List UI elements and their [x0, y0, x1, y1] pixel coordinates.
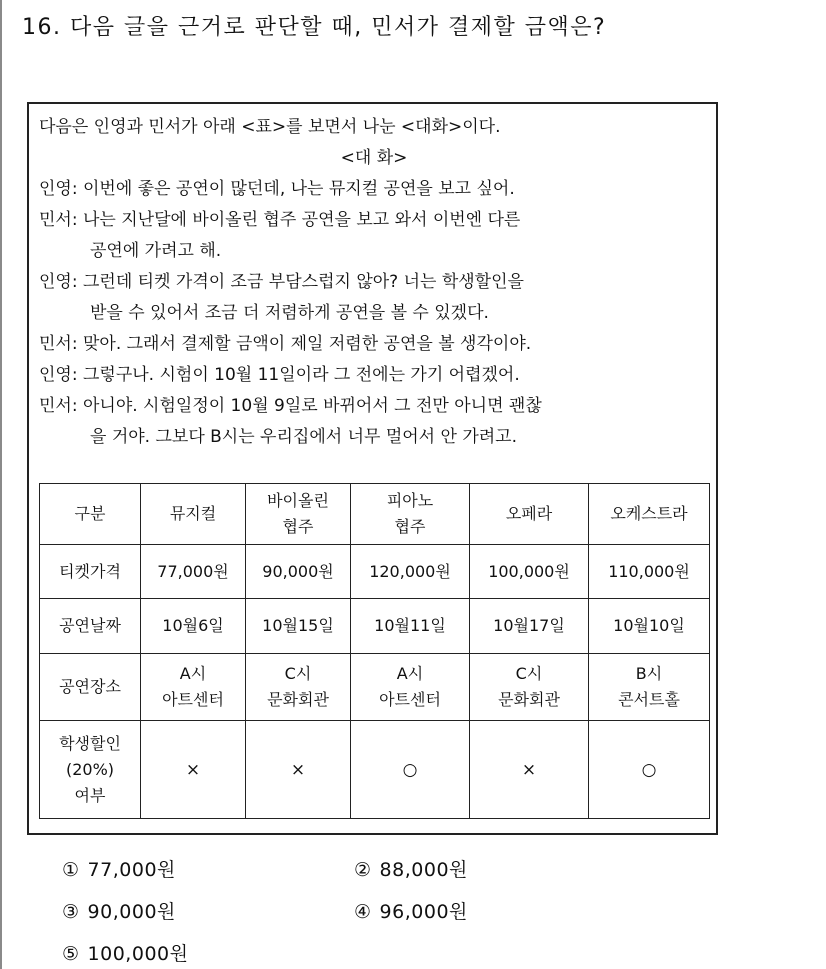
table-cell: C시 문화회관: [470, 654, 589, 721]
table-cell: B시 콘서트홀: [589, 654, 710, 721]
performance-table-wrapper: [39, 483, 710, 819]
choice-number: ①: [62, 859, 80, 881]
table-header-row: [40, 484, 710, 545]
table-header-cell: 뮤지컬: [141, 484, 246, 545]
dialogue-line: 민서: 아니야. 시험일정이 10월 9일로 바뀌어서 그 전만 아니면 괜찮: [39, 396, 542, 416]
choice-text: 90,000원: [87, 901, 176, 923]
table-cell: 10월6일: [141, 599, 246, 654]
circle-mark-icon: ○: [641, 759, 657, 780]
dialogue-line: 인영: 그런데 티켓 가격이 조금 부담스럽지 않아? 너는 학생할인을: [39, 272, 524, 292]
choice-1[interactable]: [62, 855, 176, 882]
dialogue-line: 공연에 가려고 해.: [90, 241, 222, 261]
dialogue-line: 을 거야. 그보다 B시는 우리집에서 너무 멀어서 안 가려고.: [90, 427, 517, 447]
page-left-border: [0, 0, 2, 969]
performance-table: [39, 483, 710, 819]
row-label: 티켓가격: [40, 545, 141, 599]
dialogue-line: 인영: 이번에 좋은 공연이 많던데, 나는 뮤지컬 공연을 보고 싶어.: [39, 179, 515, 199]
passage-intro: 다음은 인영과 민서가 아래 <표>를 보면서 나눈 <대화>이다.: [39, 117, 501, 137]
table-cell: 77,000원: [141, 545, 246, 599]
choice-number: ⑤: [62, 943, 80, 965]
dialogue-line: 받을 수 있어서 조금 더 저렴하게 공연을 볼 수 있겠다.: [90, 303, 489, 323]
dialogue-line: 민서: 맞아. 그래서 결제할 금액이 제일 저렴한 공연을 볼 생각이야.: [39, 334, 532, 354]
row-label: 공연날짜: [40, 599, 141, 654]
table-cell: 10월17일: [470, 599, 589, 654]
choice-text: 96,000원: [379, 901, 468, 923]
row-label: 학생할인 (20%) 여부: [40, 721, 141, 819]
choice-number: ③: [62, 901, 80, 923]
table-cell: C시 문화회관: [246, 654, 351, 721]
question-title: 16. 다음 글을 근거로 판단할 때, 민서가 결제할 금액은?: [22, 15, 607, 40]
passage-text: [39, 112, 709, 453]
dialogue-line: 인영: 그렇구나. 시험이 10월 11일이라 그 전에는 가기 어렵겠어.: [39, 365, 520, 385]
x-mark-icon: ×: [290, 759, 306, 780]
table-cell: 10월11일: [351, 599, 470, 654]
choice-4[interactable]: [354, 897, 468, 924]
table-row-ticket-price: [40, 545, 710, 599]
table-header-cell: 구분: [40, 484, 141, 545]
table-row-venue: [40, 654, 710, 721]
table-cell: 110,000원: [589, 545, 710, 599]
table-cell: 120,000원: [351, 545, 470, 599]
discount-cell: [246, 721, 351, 819]
table-header-cell: 바이올린 협주: [246, 484, 351, 545]
discount-cell: [351, 721, 470, 819]
choice-text: 100,000원: [87, 943, 189, 965]
choice-number: ②: [354, 859, 372, 881]
discount-cell: [470, 721, 589, 819]
discount-cell: [141, 721, 246, 819]
table-header-cell: 피아노 협주: [351, 484, 470, 545]
discount-cell: [589, 721, 710, 819]
circle-mark-icon: ○: [402, 759, 418, 780]
table-cell: A시 아트센터: [141, 654, 246, 721]
choice-2[interactable]: [354, 855, 468, 882]
table-cell: 10월10일: [589, 599, 710, 654]
table-header-cell: 오페라: [470, 484, 589, 545]
table-row-student-discount: [40, 721, 710, 819]
x-mark-icon: ×: [185, 759, 201, 780]
table-cell: 10월15일: [246, 599, 351, 654]
x-mark-icon: ×: [521, 759, 537, 780]
choice-number: ④: [354, 901, 372, 923]
row-label: 공연장소: [40, 654, 141, 721]
choice-text: 88,000원: [379, 859, 468, 881]
table-header-cell: 오케스트라: [589, 484, 710, 545]
table-row-date: [40, 599, 710, 654]
choice-5[interactable]: [62, 939, 188, 966]
choice-3[interactable]: [62, 897, 176, 924]
choice-text: 77,000원: [87, 859, 176, 881]
dialogue-heading: <대 화>: [340, 148, 408, 168]
dialogue-line: 민서: 나는 지난달에 바이올린 협주 공연을 보고 와서 이번엔 다른: [39, 210, 521, 230]
table-cell: A시 아트센터: [351, 654, 470, 721]
passage-box: [27, 102, 718, 835]
table-cell: 100,000원: [470, 545, 589, 599]
table-cell: 90,000원: [246, 545, 351, 599]
